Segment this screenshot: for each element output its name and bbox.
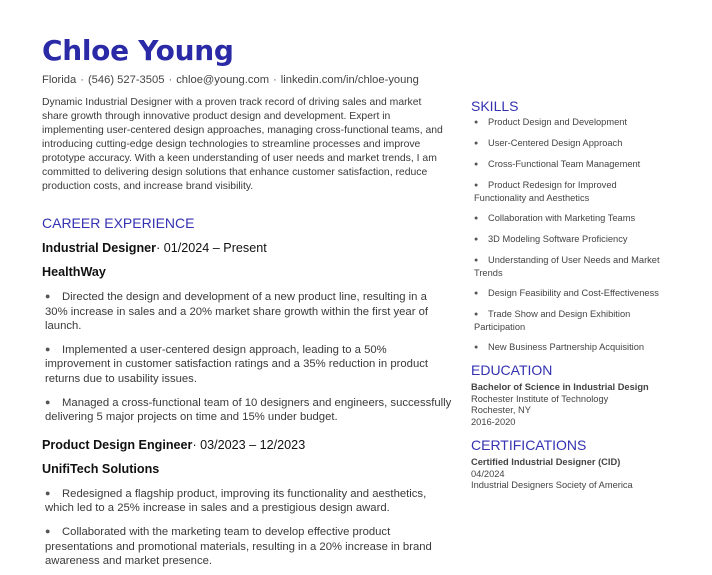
bullet-icon: ● [474,290,479,297]
bullet-icon: ● [474,161,479,168]
skill-item: ● Trade Show and Design Exhibition Participation [474,309,631,332]
job-entry [42,437,452,569]
professional-summary: Dynamic Industrial Designer with a proven track record of driving sales and market share growth through innovative product design and development. Expert in implementing user-centered design approaches, managing cross-functional teams, and introducing cutting-edge design technologies to streamline processes and improve prototype accuracy. With a keen understanding of user needs and market trends, I am committed to delivering design solutions that enhance customer satisfaction, reduce production costs, and increase brand visibility. [42,97,443,192]
certification-date: 04/2024 [471,468,505,479]
bullet-icon: ● [474,140,479,147]
bullet-icon: ● [474,344,479,351]
contact-phone: (546) 527-3505 [87,74,165,86]
bullet-icon: ● [474,236,479,243]
job-title-line [42,437,452,454]
separator: · [80,74,84,86]
skill-item: ● Product Design and Development [474,117,628,127]
skill-item: ● Collaboration with Marketing Teams [474,213,636,223]
career-experience-section [42,214,452,575]
education-years: 2016-2020 [471,416,516,427]
job-bullets [42,289,452,425]
candidate-name: Chloe Young [42,34,234,67]
contact-line [42,73,419,87]
contact-linkedin[interactable]: linkedin.com/in/chloe-young [280,74,419,86]
bullet-icon: ● [474,311,479,318]
certification-name: Certified Industrial Designer (CID) [471,457,621,467]
job-bullets [42,486,452,569]
skill-item: ● 3D Modeling Software Proficiency [474,234,628,244]
education-degree: Bachelor of Science in Industrial Design [471,382,649,392]
bullet-icon: ● [474,119,479,126]
skill-item: ● Cross-Functional Team Management [474,159,641,169]
job-bullet: ● Implemented a user-centered design approach, leading to a 50% improvement in customer satisfaction ratings and a 35% reduction in product returns due to usability issues. [45,343,429,385]
certification-issuer: Industrial Designers Society of America [471,480,633,490]
contact-email[interactable]: chloe@young.com [176,74,270,86]
bullet-icon: ● [474,182,479,189]
job-bullet: ● Collaborated with the marketing team to develop effective product presentations and promotional materials, resulting in a 20% increase in brand awareness and market presence. [45,525,432,568]
section-title-education: EDUCATION [471,362,553,378]
job-company: UnifiTech Solutions [42,461,160,476]
separator: · [168,74,173,86]
job-role: Industrial Designer [42,241,157,255]
job-bullet: ● Directed the design and development of a new product line, resulting in a 30% increase in sales and a 20% market share growth within the first year of launch. [45,291,429,333]
bullet-icon: ● [45,396,51,407]
skill-item: ● Design Feasibility and Cost-Effectiveness [474,288,659,298]
job-entry [42,240,452,425]
job-title-line [42,240,452,257]
job-dates: · 03/2023 – 12/2023 [192,437,306,452]
skill-item: ● Understanding of User Needs and Market Trends [474,255,660,278]
contact-location: Florida [42,74,77,86]
certifications-section [471,437,661,492]
section-title-skills: SKILLS [471,98,519,114]
skill-item: ● User-Centered Design Approach [474,138,623,148]
skill-item: ● Product Redesign for Improved Functionality and Aesthetics [474,180,617,203]
skill-item: ● New Business Partnership Acquisition [474,342,645,352]
education-school: Rochester Institute of Technology [471,393,609,404]
separator: · [273,74,277,86]
job-bullet: ● Managed a cross-functional team of 10 designers and engineers, successfully delivering 5 major projects on time and 15% under budget. [45,396,452,424]
bullet-icon: ● [474,257,479,264]
bullet-icon: ● [45,291,51,301]
education-location: Rochester, NY [471,405,531,415]
bullet-icon: ● [45,525,51,536]
sidebar [471,98,661,492]
job-company: HealthWay [42,265,106,279]
job-role: Product Design Engineer [42,437,193,452]
job-dates: · 01/2024 – Present [156,241,267,255]
bullet-icon: ● [45,487,51,498]
section-title-certifications: CERTIFICATIONS [471,437,587,453]
section-title-experience: CAREER EXPERIENCE [42,215,195,231]
education-section [471,362,661,428]
skills-list [471,116,661,354]
bullet-icon: ● [474,215,479,222]
bullet-icon: ● [45,343,51,354]
job-bullet: ● Redesigned a flagship product, improving its functionality and aesthetics, which led to a 25% increase in sales and a prestigious design award. [45,487,427,515]
